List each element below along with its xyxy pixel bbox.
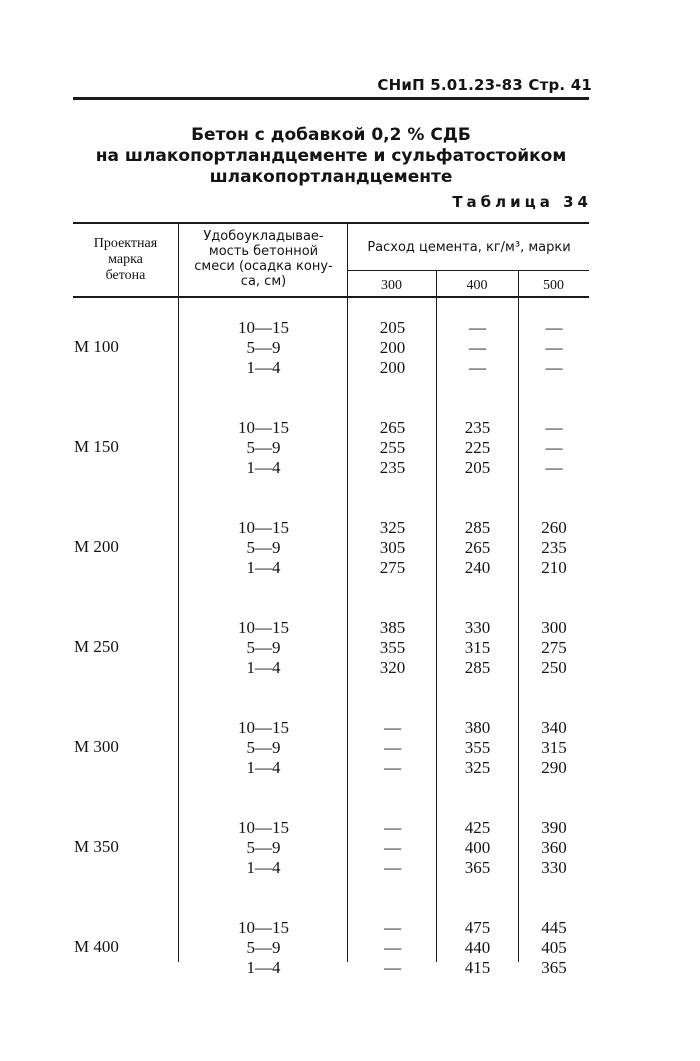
cement-500-values: — — [545, 458, 563, 477]
header-workability-line: мость бетонной — [208, 244, 319, 259]
cement-300-values: — — [384, 818, 401, 837]
column-divider-grade — [178, 222, 179, 962]
table-top-rule — [73, 222, 589, 224]
cement-500-values: 315 — [541, 738, 567, 757]
grade-label: М 200 — [74, 537, 119, 556]
cement-300-values: — — [384, 918, 401, 937]
cement-500-values: — — [545, 418, 563, 437]
page-title — [73, 125, 589, 188]
grade-label: М 400 — [74, 937, 119, 956]
cement-300-values: 325 — [379, 518, 406, 537]
cement-400-values: 400 — [464, 838, 491, 857]
cement-500-values: 340 — [541, 718, 567, 737]
cement-500-values: 275 — [541, 638, 567, 657]
slump-values: 10—15 — [238, 618, 289, 637]
cement-300-values: 255 — [379, 438, 406, 457]
cement-500-values: 210 — [541, 558, 567, 577]
slump-values: 1—4 — [246, 458, 281, 477]
column-divider-slump — [347, 222, 348, 962]
slump-values: 5—9 — [246, 738, 281, 757]
cement-400-values: 235 — [464, 418, 491, 437]
cement-300-values: 265 — [379, 418, 406, 437]
slump-values: 10—15 — [238, 318, 289, 337]
cement-500-values: 260 — [541, 518, 567, 537]
slump-values: 10—15 — [238, 418, 289, 437]
cement-400-values: 265 — [464, 538, 491, 557]
cement-400-values: 325 — [464, 758, 491, 777]
cement-400-values: — — [469, 338, 486, 357]
header-workability-line: Удобоукладывае- — [203, 229, 324, 244]
grade-label: М 300 — [74, 737, 119, 756]
cement-300-values: 320 — [379, 658, 406, 677]
cement-400-values: 330 — [464, 618, 491, 637]
cement-300-values: 305 — [379, 538, 406, 557]
cement-300-values: — — [384, 838, 401, 857]
cement-500-values: — — [545, 338, 563, 357]
cement-500-values: 405 — [541, 938, 567, 957]
grade-label: М 150 — [74, 437, 119, 456]
header-grade-line: марка — [108, 252, 143, 267]
cement-300-values: — — [384, 858, 401, 877]
cement-300-values: — — [384, 758, 401, 777]
cement-400-values: 425 — [464, 818, 491, 837]
cement-400-values: 225 — [464, 438, 491, 457]
table-caption: Таблица 34 — [452, 193, 592, 211]
slump-values: 10—15 — [238, 918, 289, 937]
cement-300-values: — — [384, 718, 401, 737]
cement-500-values: 250 — [541, 658, 567, 677]
cement-500-values: — — [545, 438, 563, 457]
cement-300-values: 200 — [379, 338, 406, 357]
page-header-ref: СНиП 5.01.23-83 Стр. 41 — [377, 76, 592, 94]
slump-values: 10—15 — [238, 718, 289, 737]
slump-values: 1—4 — [246, 958, 281, 977]
slump-values: 5—9 — [246, 838, 281, 857]
header-rule — [73, 97, 589, 100]
header-grade-line: бетона — [105, 268, 146, 283]
cement-300-values: — — [384, 938, 401, 957]
cement-300-values: 355 — [379, 638, 406, 657]
slump-values: 1—4 — [246, 858, 281, 877]
cement-300-values: 275 — [379, 558, 406, 577]
slump-values: 1—4 — [246, 758, 281, 777]
consumption-subheader-rule — [347, 270, 589, 271]
cement-300-values: — — [384, 958, 401, 977]
cement-400-values: 365 — [464, 858, 491, 877]
cement-500-values: 300 — [541, 618, 567, 637]
cement-400-values: 355 — [464, 738, 491, 757]
cement-500-values: 330 — [541, 858, 567, 877]
header-workability — [180, 229, 347, 289]
grade-label: М 100 — [74, 337, 119, 356]
header-consumption: Расход цемента, кг/м³, марки — [367, 240, 571, 255]
title-line-3: шлакопортландцементе — [209, 167, 453, 187]
slump-values: 5—9 — [246, 638, 281, 657]
slump-values: 1—4 — [246, 358, 281, 377]
cement-500-values: 360 — [541, 838, 567, 857]
cement-300-values: 200 — [379, 358, 406, 377]
header-workability-line: са, см) — [240, 274, 287, 289]
cement-400-values: 415 — [464, 958, 491, 977]
cement-400-values: 285 — [464, 658, 491, 677]
cement-300-values: 235 — [379, 458, 406, 477]
header-grade-500: 500 — [543, 278, 564, 293]
grade-label: М 250 — [74, 637, 119, 656]
grade-label: М 350 — [74, 837, 119, 856]
cement-400-values: 285 — [464, 518, 491, 537]
slump-values: 10—15 — [238, 518, 289, 537]
cement-300-values: 205 — [379, 318, 406, 337]
cement-300-values: — — [384, 738, 401, 757]
header-grade-400: 400 — [466, 278, 488, 293]
header-bottom-rule — [73, 296, 589, 298]
cement-500-values: — — [545, 358, 563, 377]
slump-values: 5—9 — [246, 938, 281, 957]
slump-values: 5—9 — [246, 538, 281, 557]
header-grade-line: Проектная — [93, 236, 158, 251]
cement-400-values: 380 — [464, 718, 491, 737]
cement-300-values: 385 — [379, 618, 406, 637]
cement-500-values: — — [545, 318, 563, 337]
cement-400-values: 240 — [464, 558, 491, 577]
cement-500-values: 365 — [541, 958, 567, 977]
slump-values: 5—9 — [246, 438, 281, 457]
slump-values: 1—4 — [246, 658, 281, 677]
title-line-2: на шлакопортландцементе и сульфатостойком — [95, 146, 567, 166]
cement-400-values: — — [469, 358, 486, 377]
cement-500-values: 390 — [541, 818, 567, 837]
cement-400-values: 315 — [464, 638, 491, 657]
cement-500-values: 445 — [541, 918, 567, 937]
cement-400-values: — — [469, 318, 486, 337]
slump-values: 1—4 — [246, 558, 281, 577]
cement-500-values: 235 — [541, 538, 567, 557]
title-line-1: Бетон с добавкой 0,2 % СДБ — [191, 125, 471, 145]
header-workability-line: смеси (осадка кону- — [194, 259, 333, 274]
slump-values: 10—15 — [238, 818, 289, 837]
cement-400-values: 205 — [464, 458, 491, 477]
cement-400-values: 475 — [464, 918, 491, 937]
slump-values: 5—9 — [246, 338, 281, 357]
header-grade — [73, 236, 178, 284]
cement-400-values: 440 — [464, 938, 491, 957]
header-grade-300: 300 — [381, 278, 402, 293]
cement-500-values: 290 — [541, 758, 567, 777]
